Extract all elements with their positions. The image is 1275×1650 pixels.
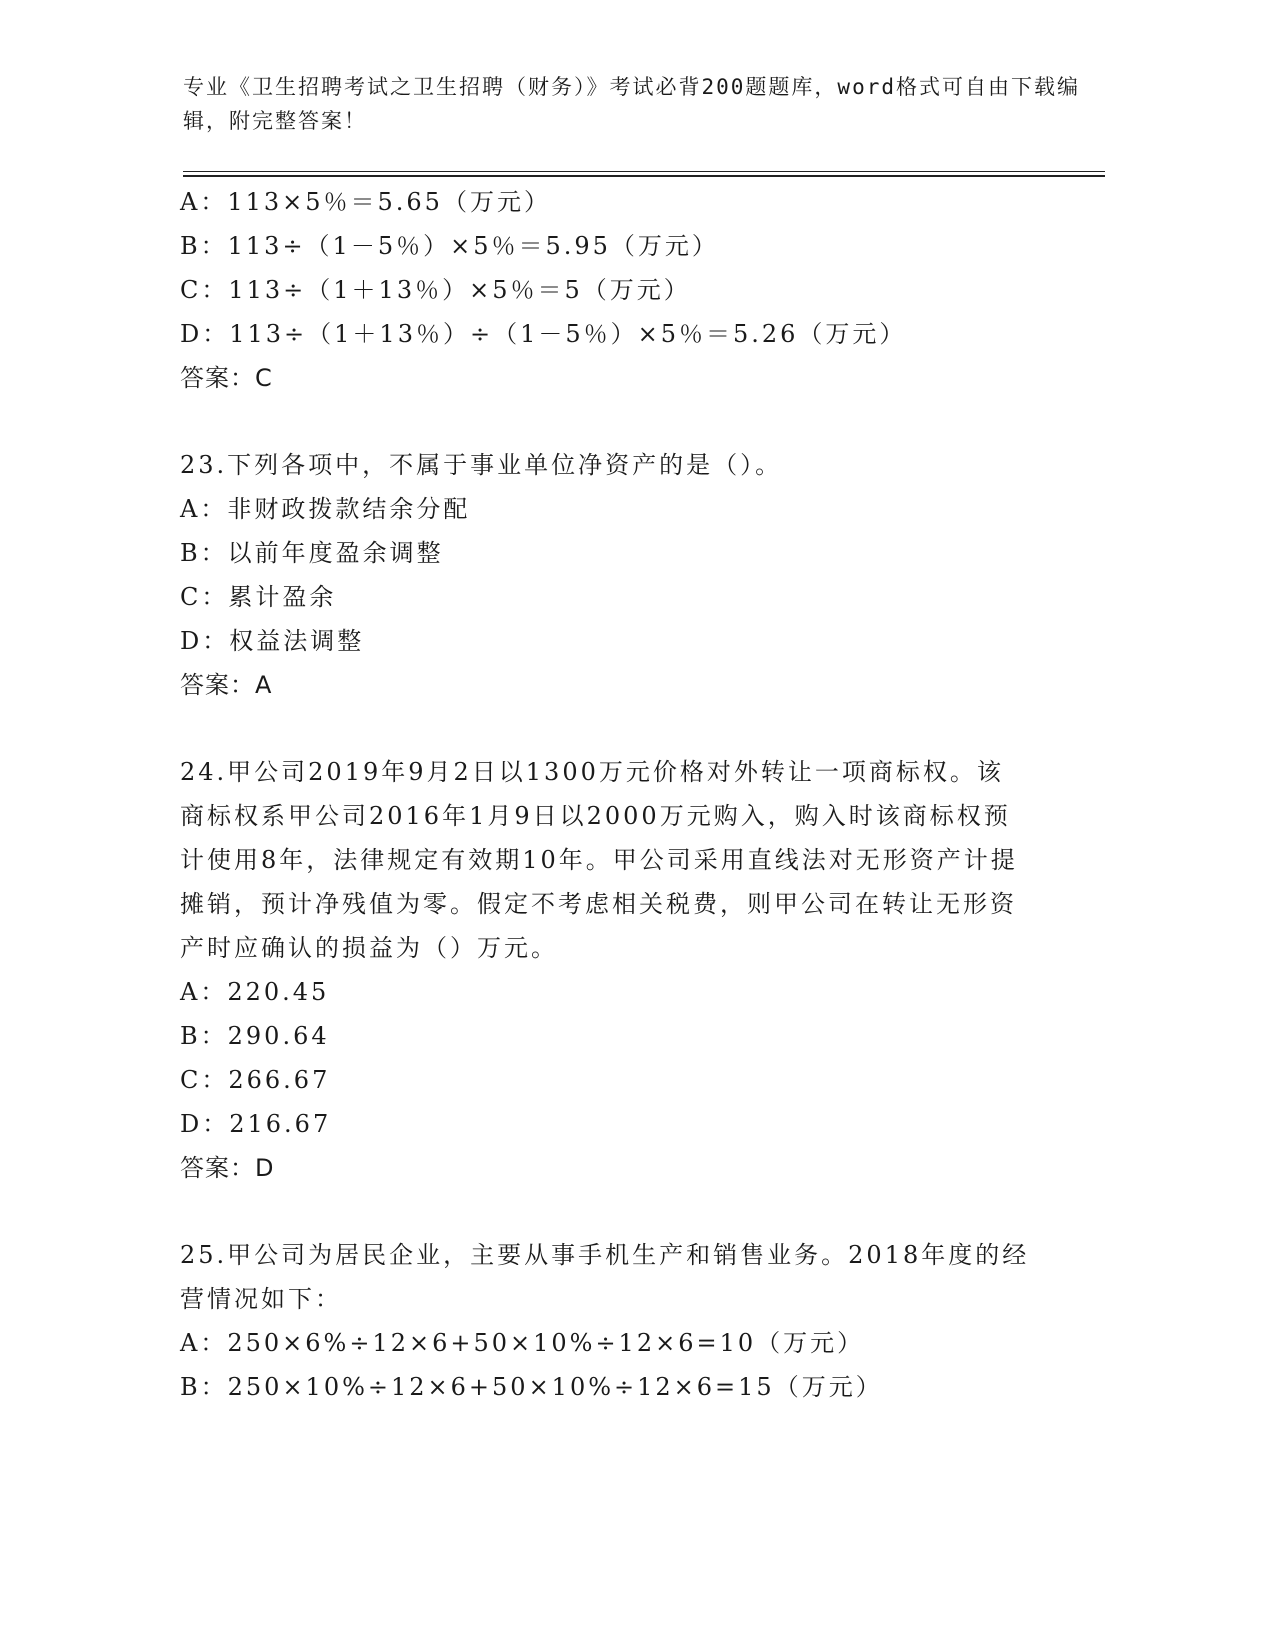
option-c: C：266.67 [180, 1066, 331, 1094]
question-24 [180, 750, 1060, 1190]
option-b: B：290.64 [180, 1022, 330, 1050]
document-body [180, 180, 1060, 1409]
option-a: A：非财政拨款结余分配 [180, 495, 471, 523]
option-d: D：权益法调整 [180, 627, 365, 655]
question-text: 25.甲公司为居民企业，主要从事手机生产和销售业务。2018年度的经营情况如下： [180, 1241, 1030, 1313]
option-a: A：220.45 [180, 978, 330, 1006]
spacer [180, 707, 1060, 750]
option-b: B：以前年度盈余调整 [180, 539, 444, 567]
option-d: D：216.67 [180, 1110, 332, 1138]
document-header: 专业《卫生招聘考试之卫生招聘（财务）》考试必背200题题库，word格式可自由下载编辑，附完整答案！ [183, 75, 1080, 133]
question-22 [180, 180, 1060, 400]
header-divider-thick [183, 175, 1105, 177]
header-divider-thin [183, 171, 1105, 172]
option-b: B：113÷（1－5％）×5％＝5.95（万元） [180, 232, 719, 260]
option-c: C：累计盈余 [180, 583, 337, 611]
answer-line: 答案：C [180, 364, 273, 392]
option-b: B：250×10%÷12×6+50×10%÷12×6=15（万元） [180, 1373, 883, 1401]
option-d: D：113÷（1＋13％）÷（1－5％）×5％＝5.26（万元） [180, 320, 907, 348]
answer-line: 答案：D [180, 1154, 275, 1182]
answer-line: 答案：A [180, 671, 273, 699]
question-text: 23.下列各项中，不属于事业单位净资产的是（）。 [180, 451, 783, 479]
option-a: A：113×5％＝5.65（万元） [180, 188, 551, 216]
option-c: C：113÷（1＋13％）×5％＝5（万元） [180, 276, 691, 304]
spacer [180, 400, 1060, 443]
question-25 [180, 1233, 1060, 1409]
option-a: A：250×6%÷12×6+50×10%÷12×6=10（万元） [180, 1329, 865, 1357]
question-23 [180, 443, 1060, 707]
spacer [180, 1190, 1060, 1233]
question-text: 24.甲公司2019年9月2日以1300万元价格对外转让一项商标权。该商标权系甲公司2016年1月9日以2000万元购入，购入时该商标权预计使用8年，法律规定有效期10年。甲公司采用直线法对无形资产计提摊销，预计净残值为零。假定不考虑相关税费，则甲公司在转让无形资产时应确认的损益为（）万元。 [180, 758, 1018, 962]
